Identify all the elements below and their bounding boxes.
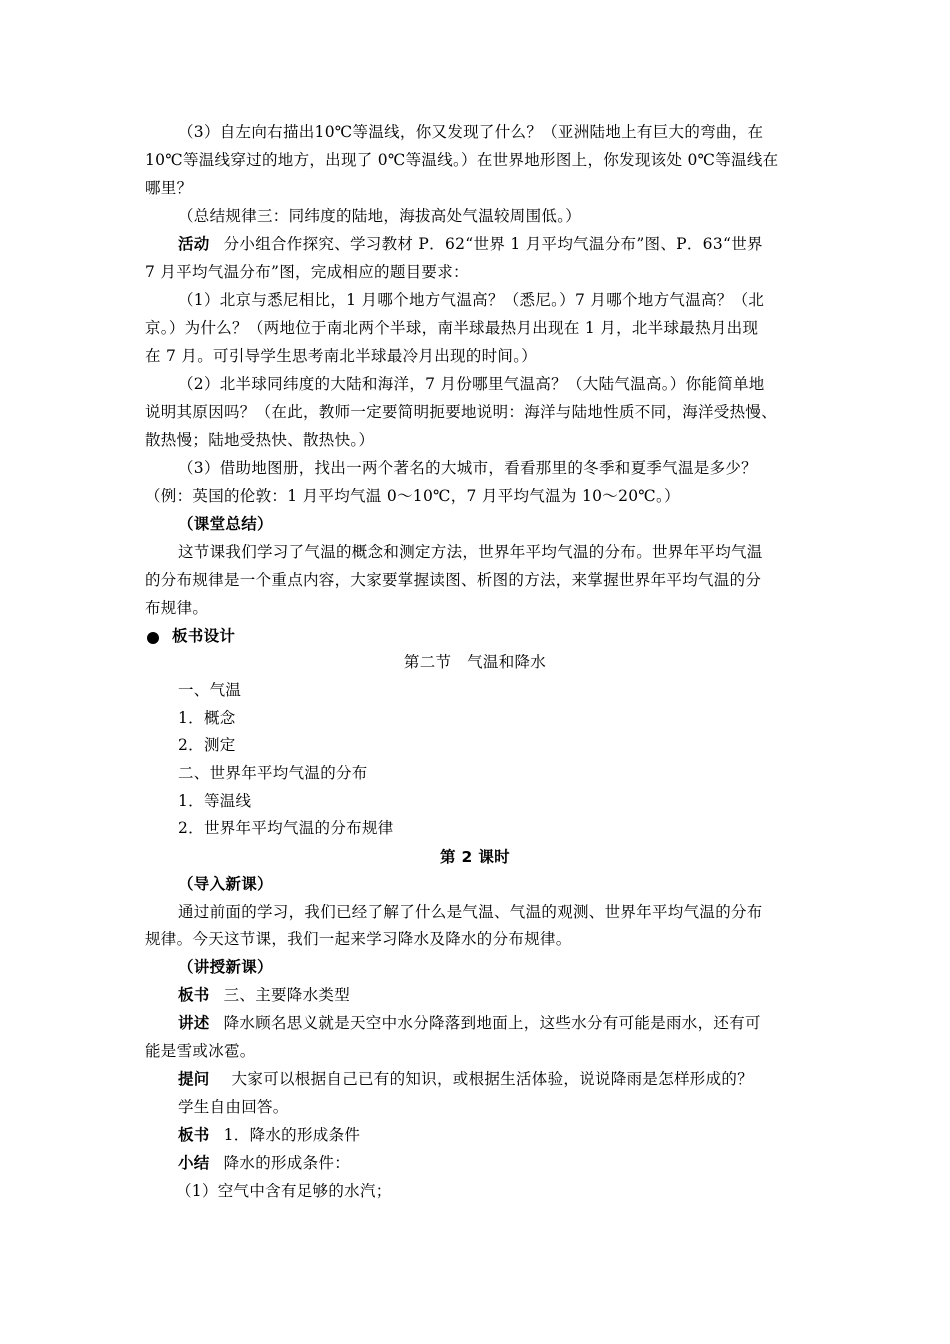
board-label: 板书: [178, 1126, 210, 1144]
summary-label: 小结: [178, 1154, 210, 1172]
board-item: 一、气温: [178, 681, 242, 699]
question-line: 在 7 月。可引导学生思考南北半球最冷月出现的时间。）: [145, 347, 538, 365]
board-text: 三、主要降水类型: [223, 986, 351, 1004]
paragraph-line: 哪里？: [145, 179, 193, 197]
explain-text: 降水顾名思义就是天空中水分降落到地面上，这些水分有可能是雨水，还有可: [223, 1014, 761, 1032]
question-line: （3）借助地图册，找出一两个著名的大城市，看看那里的冬季和夏季气温是多少？: [178, 459, 757, 477]
board-item: 1．概念: [178, 709, 236, 727]
board-label: 板书: [178, 986, 210, 1004]
question-line: 京。）为什么？（两地位于南北两个半球，南半球最热月出现在 1 月，北半球最热月出现: [145, 319, 759, 337]
explain-line: [178, 1009, 858, 1037]
board-text: 1．降水的形成条件: [223, 1126, 361, 1144]
explain-label: 讲述: [178, 1014, 210, 1032]
board-item: 1．等温线: [178, 792, 252, 810]
paragraph-line: 通过前面的学习，我们已经了解了什么是气温、气温的观测、世界年平均气温的分布: [178, 903, 763, 921]
summary-text: 降水的形成条件：: [223, 1154, 351, 1172]
paragraph-line: 的分布规律是一个重点内容，大家要掌握读图、析图的方法，来掌握世界年平均气温的分: [145, 571, 762, 589]
condition-line: （1）空气中含有足够的水汽；: [176, 1182, 392, 1200]
board-item: 二、世界年平均气温的分布: [178, 764, 368, 782]
lesson-title: 第 2 课时: [440, 848, 510, 866]
ask-label: 提问: [178, 1070, 210, 1088]
question-line: （1）北京与悉尼相比，1 月哪个地方气温高？（悉尼。）7 月哪个地方气温高？（北: [178, 291, 765, 309]
board-title: 第二节 气温和降水: [403, 653, 547, 671]
question-line: （例：英国的伦敦：1 月平均气温 0～10℃，7 月平均气温为 10～20℃。）: [145, 487, 680, 505]
paragraph-line: 7 月平均气温分布”图，完成相应的题目要求：: [145, 263, 469, 281]
activity-text: 分小组合作探究、学习教材 P．62“世界 1 月平均气温分布”图、P．63“世界: [223, 235, 763, 253]
answer-line: 学生自由回答。: [178, 1098, 289, 1116]
bullet-icon: [147, 632, 159, 644]
question-line: 说明其原因吗？（在此，教师一定要简明扼要地说明：海洋与陆地性质不同，海洋受热慢、: [145, 403, 778, 421]
board-line: [178, 1121, 858, 1149]
intro-heading: （导入新课）: [178, 875, 273, 893]
teach-heading: （讲授新课）: [178, 958, 273, 976]
question-line: （2）北半球同纬度的大陆和海洋，7 月份哪里气温高？（大陆气温高。）你能简单地: [178, 375, 765, 393]
activity-line: [178, 230, 858, 258]
summary-line: [178, 1149, 858, 1177]
class-summary-heading: （课堂总结）: [178, 515, 273, 533]
paragraph-line: 规律。今天这节课，我们一起来学习降水及降水的分布规律。: [145, 930, 572, 948]
summary-rule-three: （总结规律三：同纬度的陆地，海拔高处气温较周围低。）: [178, 207, 582, 225]
board-item: 2．测定: [178, 736, 236, 754]
board-design-heading: 板书设计: [172, 627, 236, 645]
board-item: 2．世界年平均气温的分布规律: [178, 819, 394, 837]
ask-text: 大家可以根据自己已有的知识，或根据生活体验，说说降雨是怎样形成的？: [231, 1070, 754, 1088]
paragraph-line: 10℃等温线穿过的地方，出现了 0℃等温线。）在世界地形图上，你发现该处 0℃等温线在: [145, 151, 779, 169]
board-line: [178, 981, 858, 1009]
paragraph-line: 布规律。: [145, 599, 209, 617]
paragraph-line: 这节课我们学习了气温的概念和测定方法，世界年平均气温的分布。世界年平均气温: [178, 543, 763, 561]
paragraph-line: （3）自左向右描出10℃等温线，你又发现了什么？（亚洲陆地上有巨大的弯曲，在: [178, 123, 764, 141]
ask-line: [178, 1065, 858, 1093]
activity-label: 活动: [178, 235, 210, 253]
paragraph-line: 能是雪或冰雹。: [145, 1042, 256, 1060]
question-line: 散热慢；陆地受热快、散热快。）: [145, 431, 375, 449]
